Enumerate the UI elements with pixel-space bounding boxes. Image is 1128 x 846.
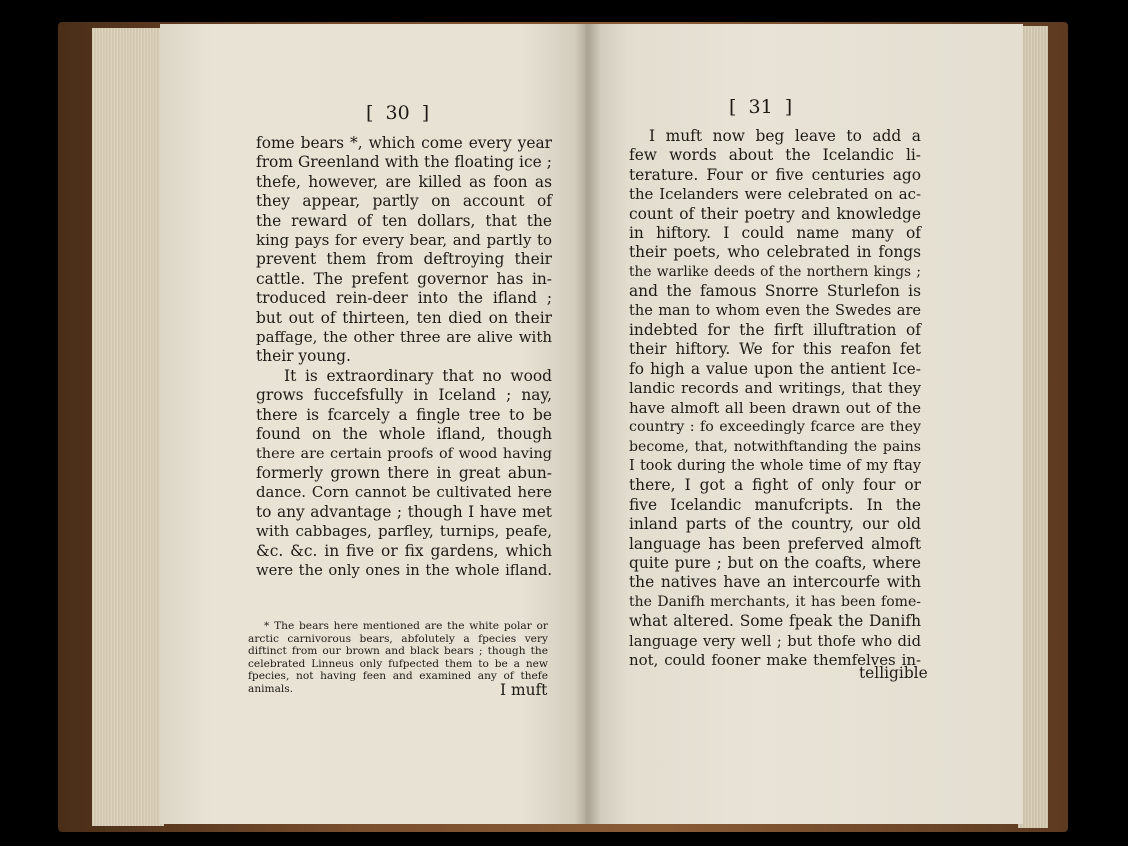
text-line: quite pure ; but on the coafts, where — [629, 553, 921, 572]
text-line: their poets, who celebrated in fongs — [629, 243, 921, 262]
text-line: language has been preferved almoft — [629, 534, 921, 553]
text-line: their hiftory. We for this reafon fet — [629, 340, 921, 359]
text-line: not, could fooner make themfelves in- — [629, 650, 921, 669]
text-line: become, that, notwithftanding the pains — [629, 438, 921, 455]
text-line: thefe, however, are killed as foon as — [256, 172, 552, 191]
text-line: the man to whom even the Swedes are — [629, 302, 921, 319]
right-page — [585, 24, 1023, 824]
text-line: were the only ones in the whole ifland. — [256, 561, 552, 579]
text-line: there is fcarcely a fingle tree to be — [256, 405, 552, 424]
text-line: inland parts of the country, our old — [629, 515, 921, 534]
text-line: from Greenland with the floating ice ; — [256, 153, 552, 172]
body-text — [629, 127, 921, 670]
footnote-line: diftinct from our brown and black bears ; though the — [248, 645, 548, 658]
footnote-line: animals. — [248, 682, 294, 695]
text-line: but out of thirteen, ten died on their — [256, 308, 552, 327]
text-line: the Danifh merchants, it has been fome- — [629, 593, 921, 610]
text-line: prevent them from deftroying their — [256, 250, 552, 269]
text-line: country : fo exceedingly fcarce are they — [629, 419, 921, 436]
text-line: king pays for every bear, and partly to — [256, 231, 552, 250]
text-line: and the famous Snorre Sturlefon is — [629, 282, 921, 301]
body-text — [256, 134, 552, 580]
text-line: the reward of ten dollars, that the — [256, 211, 552, 230]
footnote-line: fpecies, not having feen and examined any of thefe — [248, 670, 548, 683]
text-line: landic records and writings, that they — [629, 379, 921, 398]
text-line: five Icelandic manufcripts. In the — [629, 495, 921, 514]
text-line: fo high a value upon the antient Ice- — [629, 359, 921, 378]
text-line: with cabbages, parfley, turnips, peafe, — [256, 522, 552, 541]
text-line: have almoft all been drawn out of the — [629, 398, 921, 417]
left-page — [160, 24, 585, 824]
footnote-line: celebrated Linneus only fufpected them to be a new — [248, 657, 548, 670]
text-line: what altered. Some fpeak the Danifh — [629, 612, 921, 631]
text-line: the warlike deeds of the northern kings ; — [629, 263, 921, 280]
text-line: indebted for the firft illuftration of — [629, 321, 921, 340]
text-line: grows fuccefsfully in Iceland ; nay, — [256, 386, 552, 405]
text-line: troduced rein-deer into the ifland ; — [256, 289, 552, 308]
book-gutter — [575, 24, 601, 824]
page-number: [ 30 ] — [366, 102, 430, 124]
text-line: dance. Corn cannot be cultivated here — [256, 483, 552, 502]
text-line: few words about the Icelandic li- — [629, 146, 921, 165]
text-line: there are certain proofs of wood having — [256, 445, 552, 462]
text-line: the Icelanders were celebrated on ac- — [629, 185, 921, 204]
text-line: &c. &c. in five or fix gardens, which — [256, 541, 552, 560]
text-line: found on the whole ifland, though — [256, 425, 552, 444]
text-line: language very well ; but thofe who did — [629, 632, 921, 650]
text-line: cattle. The prefent governor has in- — [256, 269, 552, 288]
text-line: terature. Four or five centuries ago — [629, 165, 921, 184]
text-line: I took during the whole time of my ftay — [629, 457, 921, 474]
footnote-line: * The bears here mentioned are the white polar or — [264, 620, 548, 632]
text-line: fome bears *, which come every year — [256, 134, 552, 152]
footnote-line: arctic carnivorous bears, abfolutely a fpecies very — [248, 632, 548, 645]
text-line: formerly grown there in great abun- — [256, 463, 552, 482]
text-line: It is extraordinary that no wood — [284, 366, 552, 385]
catchword: telligible — [859, 664, 928, 682]
page-edges-left — [92, 28, 164, 826]
text-line: in hiftory. I could name many of — [629, 224, 921, 243]
text-line: they appear, partly on account of — [256, 192, 552, 211]
text-line: count of their poetry and knowledge — [629, 204, 921, 223]
text-line: to any advantage ; though I have met — [256, 502, 552, 521]
catchword: I muft — [500, 681, 548, 699]
text-line: their young. — [256, 347, 351, 366]
text-line: the natives have an intercourfe with — [629, 573, 921, 592]
text-line: I muft now beg leave to add a — [649, 127, 921, 145]
text-line: there, I got a fight of only four or — [629, 476, 921, 495]
text-line: paffage, the other three are alive with — [256, 328, 552, 347]
page-number: [ 31 ] — [729, 96, 793, 118]
